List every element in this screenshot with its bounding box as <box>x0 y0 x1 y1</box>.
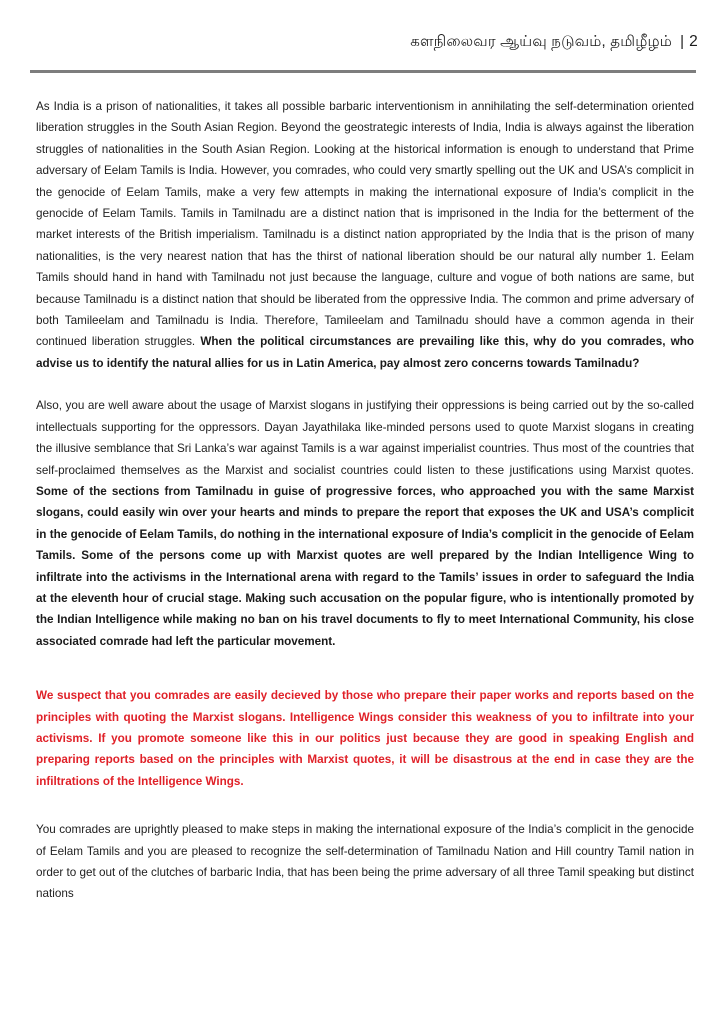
document-body <box>36 96 694 926</box>
page-header <box>36 33 698 52</box>
text-run: Also, you are well aware about the usage of Marxist slogans in justifying their oppressions is being carried out by the so-called intellectuals supporting for the oppressors. Dayan Jayathilaka like-minded persons used to quote Marxist slogans in creating the illusive semblance that Sri Lanka’s war against Tamils is a war against imperialist countries. Thus most of the countries that self-proclaimed themselves as the Marxist and socialist countries could listen to these justifications using Marxist quotes. <box>36 399 694 477</box>
text-run-red: We suspect that you comrades are easily decieved by those who prepare their paper works and reports based on the principles with quoting the Marxist slogans. Intelligence Wings consider this weakness of you to infiltrate into your activisms. If you promote someone like this in our politics just because they are good in speaking English and preparing reports based on the principles with Marxist quotes, it will be disastrous at the end in case they are the infiltrations of the Intelligence Wings. <box>36 689 694 788</box>
text-run: As India is a prison of nationalities, it takes all possible barbaric interventionism in annihilating the self-determination oriented liberation struggles in the South Asian Region. Beyond the geostrategic interests of India, India is always against the liberation struggles of nationalities in the South Asian Region. Looking at the historical information is enough to understand that Prime adversary of Eelam Tamils is India. However, you comrades, who could very smartly spelling out the UK and USA’s complicit in the genocide of Eelam Tamils, make a very few attempts in making the international exposure of India’s complicit in the genocide of Eelam Tamils. Tamils in Tamilnadu are a distinct nation that is imprisoned in the India for the betterment of the market interests of the British imperialism. Tamilnadu is a distinct nation appropriated by the India that is the prison of many nationalities, is the very nearest nation that has the thirst of national liberation should be our natural ally number 1. Eelam Tamils should hand in hand with Tamilnadu not just because the language, culture and vogue of both nations are same, but because Tamilnadu is a distinct nation that should be liberated from the oppressive India. The common and prime adversary of both Tamileelam and Tamilnadu is India. Therefore, Tamileelam and Tamilnadu should have a common agenda in their continued liberation struggles. <box>36 100 694 349</box>
paragraph-closing <box>36 819 694 905</box>
paragraph-marxist-slogans <box>36 395 694 652</box>
header-divider-rule <box>30 70 696 73</box>
header-title: களநிலைவர ஆய்வு நடுவம், தமிழீழம் <box>410 33 673 50</box>
header-separator: | <box>680 33 685 50</box>
text-run-bold: Some of the sections from Tamilnadu in guise of progressive forces, who approached you with the same Marxist slogans, could easily win over your hearts and minds to prepare the report that exposes the UK and USA’s complicit in the genocide of Eelam Tamils, do nothing in the international exposure of India’s complicit in the genocide of Eelam Tamils. Some of the persons come up with Marxist quotes are well prepared by the Indian Intelligence Wing to infiltrate into the activisms in the International arena with regard to the Tamils’ issues in order to safeguard the India at the eleventh hour of crucial stage. Making such accusation on the popular figure, who is intentionally promoted by the Indian Intelligence while making no ban on his travel documents to fly to meet International Community, his close associated comrade had left the particular movement. <box>36 484 694 648</box>
paragraph-warning-red <box>36 685 694 792</box>
text-run-bold: When the political circumstances are prevailing like this, why do you comrades, who advise us to identify the natural allies for us in Latin America, pay almost zero concerns towards Tamilnadu? <box>36 335 695 370</box>
paragraph-india-prison-of-nationalities <box>36 96 694 374</box>
text-run: You comrades are uprightly pleased to make steps in making the international exposure of the India’s complicit in the genocide of Eelam Tamils and you are pleased to recognize the self-determination of Tamilnadu Nation and Hill country Tamil nation in order to get out of the clutches of barbaric India, that has been being the prime adversary of all three Tamil speaking but distinct nations <box>36 823 694 901</box>
header-page-number: 2 <box>689 33 698 50</box>
